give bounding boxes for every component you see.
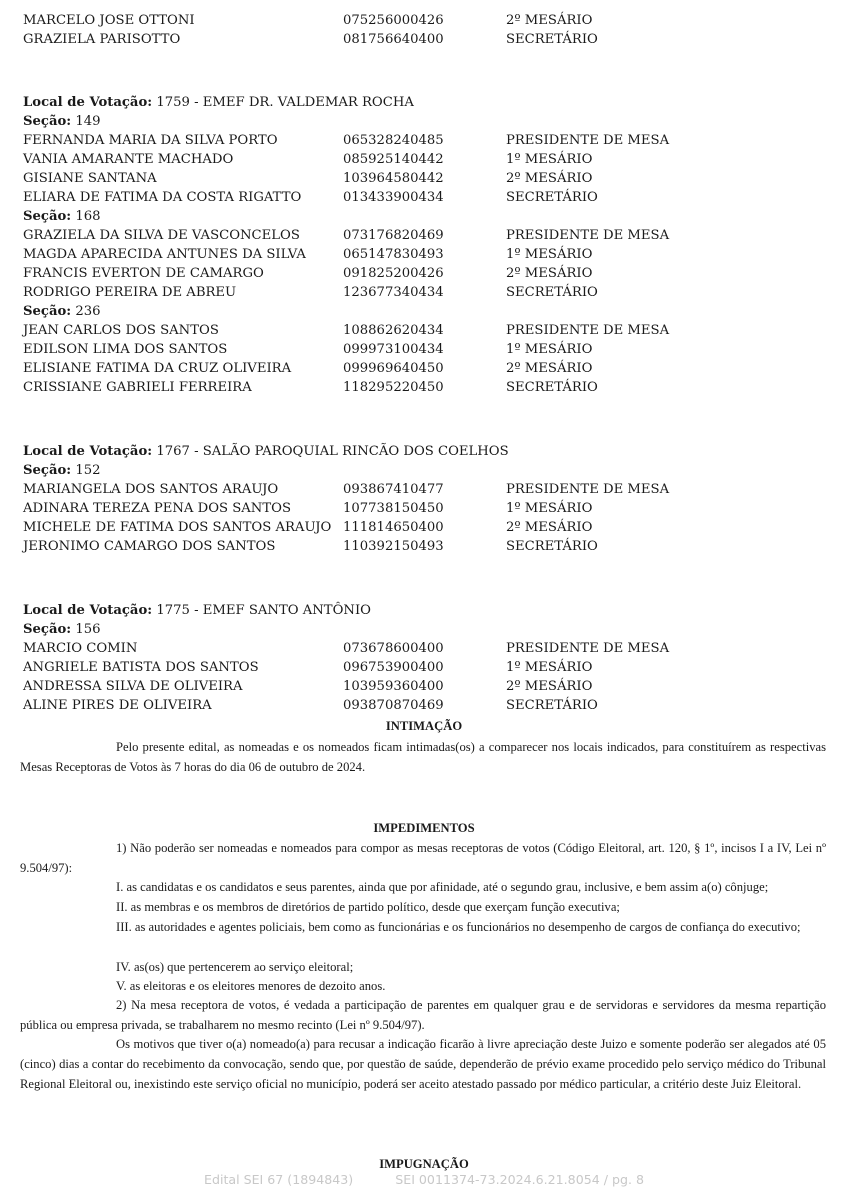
voting-location-header xyxy=(23,601,843,620)
member-id: 075256000426 xyxy=(343,13,444,28)
member-role: SECRETÁRIO xyxy=(506,380,598,395)
member-role: 1º MESÁRIO xyxy=(506,342,593,357)
member-role: SECRETÁRIO xyxy=(506,539,598,554)
member-name: ANGRIELE BATISTA DOS SANTOS xyxy=(23,660,259,675)
member-id: 093867410477 xyxy=(343,482,444,497)
member-id: 103964580442 xyxy=(343,171,444,186)
member-role: SECRETÁRIO xyxy=(506,698,598,713)
member-id: 065328240485 xyxy=(343,133,444,148)
table-row xyxy=(23,131,843,150)
impedimentos-paragraph-3: Os motivos que tiver o(a) nomeado(a) para recusar a indicação ficarão à livre apreciação deste Juizo e somente poderão ser alegados até 05 (cinco) dias a contar do recebimento da convocação, sendo que, por questão de saúde, dependerão de prévio exame procedido pelo serviço médico do Tribunal Regional Eleitoral ou, inexistindo este serviço oficial no município, poderá ser aceito atestado passado por médico particular, a critério deste Juiz Eleitoral. xyxy=(20,1037,826,1091)
member-id: 073176820469 xyxy=(343,228,444,243)
section-label: Seção: xyxy=(23,463,72,478)
member-id: 110392150493 xyxy=(343,539,444,554)
member-role: SECRETÁRIO xyxy=(506,285,598,300)
member-name: ANDRESSA SILVA DE OLIVEIRA xyxy=(23,679,243,694)
intimacao-paragraph: Pelo presente edital, as nomeadas e os nomeados ficam intimadas(os) a comparecer nos locais indicados, para constituírem as respectivas Mesas Receptoras de Votos às 7 horas do dia 06 de outubro de 2024. xyxy=(20,740,826,774)
member-name: CRISSIANE GABRIELI FERREIRA xyxy=(23,380,252,395)
member-name: GISIANE SANTANA xyxy=(23,171,157,186)
member-role: PRESIDENTE DE MESA xyxy=(506,228,670,243)
table-row xyxy=(23,658,843,677)
table-row xyxy=(23,378,843,397)
member-id: 123677340434 xyxy=(343,285,444,300)
member-name: MAGDA APARECIDA ANTUNES DA SILVA xyxy=(23,247,306,262)
member-role: 1º MESÁRIO xyxy=(506,501,593,516)
member-role: 1º MESÁRIO xyxy=(506,660,593,675)
table-row xyxy=(23,480,843,499)
member-id: 093870870469 xyxy=(343,698,444,713)
section-header xyxy=(23,302,843,321)
member-id: 065147830493 xyxy=(343,247,444,262)
table-row xyxy=(23,321,843,340)
member-id: 099973100434 xyxy=(343,342,444,357)
member-name: FERNANDA MARIA DA SILVA PORTO xyxy=(23,133,278,148)
member-id: 099969640450 xyxy=(343,361,444,376)
table-row xyxy=(23,188,843,207)
member-role: 1º MESÁRIO xyxy=(506,247,593,262)
member-role: 2º MESÁRIO xyxy=(506,13,593,28)
impugnacao-heading: IMPUGNAÇÃO xyxy=(379,1157,469,1171)
table-row xyxy=(23,359,843,378)
location-label: Local de Votação: xyxy=(23,444,153,459)
page-footer xyxy=(0,1172,848,1187)
section-number: 149 xyxy=(75,114,101,129)
member-name: ADINARA TEREZA PENA DOS SANTOS xyxy=(23,501,291,516)
location-value: 1767 - SALÃO PAROQUIAL RINCÃO DOS COELHOS xyxy=(156,444,509,459)
member-id: 096753900400 xyxy=(343,660,444,675)
member-name: MARIANGELA DOS SANTOS ARAUJO xyxy=(23,482,279,497)
member-role: 2º MESÁRIO xyxy=(506,361,593,376)
section-header xyxy=(23,461,843,480)
member-name: JERONIMO CAMARGO DOS SANTOS xyxy=(23,539,276,554)
member-role: SECRETÁRIO xyxy=(506,190,598,205)
table-row xyxy=(23,499,843,518)
intimacao-heading: INTIMAÇÃO xyxy=(385,719,463,733)
member-id: 103959360400 xyxy=(343,679,444,694)
voting-location-header xyxy=(23,442,843,461)
impedimentos-paragraph-1: 1) Não poderão ser nomeadas e nomeados para compor as mesas receptoras de votos (Código Eleitoral, art. 120, § 1º, incisos I a IV, Lei nº 9.504/97): xyxy=(20,841,826,875)
member-role: PRESIDENTE DE MESA xyxy=(506,641,670,656)
member-name: EDILSON LIMA DOS SANTOS xyxy=(23,342,228,357)
table-row xyxy=(23,537,843,556)
member-name: MICHELE DE FATIMA DOS SANTOS ARAUJO xyxy=(23,520,332,535)
member-role: PRESIDENTE DE MESA xyxy=(506,482,670,497)
impedimento-item-3: III. as autoridades e agentes policiais, bem como as funcionárias e os funcionários no desempenho de cargos de confiança do executivo; xyxy=(116,920,801,934)
member-id: 107738150450 xyxy=(343,501,444,516)
member-name: MARCIO COMIN xyxy=(23,641,138,656)
location-value: 1775 - EMEF SANTO ANTÔNIO xyxy=(156,603,371,618)
section-number: 156 xyxy=(75,622,101,637)
table-row xyxy=(23,264,843,283)
member-name: JEAN CARLOS DOS SANTOS xyxy=(23,323,219,338)
location-label: Local de Votação: xyxy=(23,603,153,618)
section-number: 236 xyxy=(75,304,101,319)
member-role: PRESIDENTE DE MESA xyxy=(506,323,670,338)
member-name: ELISIANE FATIMA DA CRUZ OLIVEIRA xyxy=(23,361,292,376)
section-label: Seção: xyxy=(23,209,72,224)
impedimento-item-4: IV. as(os) que pertencerem ao serviço eleitoral; xyxy=(116,960,354,974)
member-name: ELIARA DE FATIMA DA COSTA RIGATTO xyxy=(23,190,302,205)
section-label: Seção: xyxy=(23,622,72,637)
member-id: 111814650400 xyxy=(343,520,444,535)
impedimento-item-5: V. as eleitoras e os eleitores menores de dezoito anos. xyxy=(116,979,386,993)
table-row xyxy=(23,340,843,359)
table-row xyxy=(23,518,843,537)
member-role: PRESIDENTE DE MESA xyxy=(506,133,670,148)
table-row xyxy=(23,696,843,715)
footer-document-ref: Edital SEI 67 (1894843) xyxy=(204,1172,354,1187)
location-label: Local de Votação: xyxy=(23,95,153,110)
member-id: 108862620434 xyxy=(343,323,444,338)
table-row xyxy=(23,11,843,30)
member-name: GRAZIELA PARISOTTO xyxy=(23,32,181,47)
section-header xyxy=(23,620,843,639)
section-header xyxy=(23,112,843,131)
member-id: 081756640400 xyxy=(343,32,444,47)
footer-process-ref: SEI 0011374-73.2024.6.21.8054 / pg. 8 xyxy=(395,1172,644,1187)
impedimentos-paragraph-2: 2) Na mesa receptora de votos, é vedada a participação de parentes em qualquer grau e de servidoras e servidores da mesma repartição pública ou empresa privada, se trabalharem no mesmo recinto (Lei nº 9.504/97). xyxy=(20,998,826,1032)
member-role: 2º MESÁRIO xyxy=(506,679,593,694)
table-row xyxy=(23,150,843,169)
table-row xyxy=(23,639,843,658)
member-role: 2º MESÁRIO xyxy=(506,520,593,535)
member-id: 091825200426 xyxy=(343,266,444,281)
member-name: VANIA AMARANTE MACHADO xyxy=(23,152,234,167)
member-id: 118295220450 xyxy=(343,380,444,395)
table-row xyxy=(23,245,843,264)
section-label: Seção: xyxy=(23,114,72,129)
member-id: 073678600400 xyxy=(343,641,444,656)
member-role: 2º MESÁRIO xyxy=(506,171,593,186)
table-row xyxy=(23,169,843,188)
member-id: 085925140442 xyxy=(343,152,444,167)
section-label: Seção: xyxy=(23,304,72,319)
member-role: 1º MESÁRIO xyxy=(506,152,593,167)
section-number: 168 xyxy=(75,209,101,224)
location-value: 1759 - EMEF DR. VALDEMAR ROCHA xyxy=(156,95,414,110)
member-role: 2º MESÁRIO xyxy=(506,266,593,281)
member-name: FRANCIS EVERTON DE CAMARGO xyxy=(23,266,264,281)
member-role: SECRETÁRIO xyxy=(506,32,598,47)
table-row xyxy=(23,677,843,696)
impedimento-item-1: I. as candidatas e os candidatos e seus parentes, ainda que por afinidade, até o segundo grau, inclusive, e bem assim a(o) cônjuge; xyxy=(116,880,769,894)
impedimento-item-2: II. as membras e os membros de diretórios de partido político, desde que exerçam função executiva; xyxy=(116,900,620,914)
member-id: 013433900434 xyxy=(343,190,444,205)
member-name: MARCELO JOSE OTTONI xyxy=(23,13,195,28)
impedimentos-heading: IMPEDIMENTOS xyxy=(373,821,475,835)
member-name: ALINE PIRES DE OLIVEIRA xyxy=(23,698,212,713)
section-header xyxy=(23,207,843,226)
voting-location-header xyxy=(23,93,843,112)
table-row xyxy=(23,30,843,49)
section-number: 152 xyxy=(75,463,101,478)
table-row xyxy=(23,283,843,302)
member-name: GRAZIELA DA SILVA DE VASCONCELOS xyxy=(23,228,300,243)
table-row xyxy=(23,226,843,245)
member-name: RODRIGO PEREIRA DE ABREU xyxy=(23,285,237,300)
